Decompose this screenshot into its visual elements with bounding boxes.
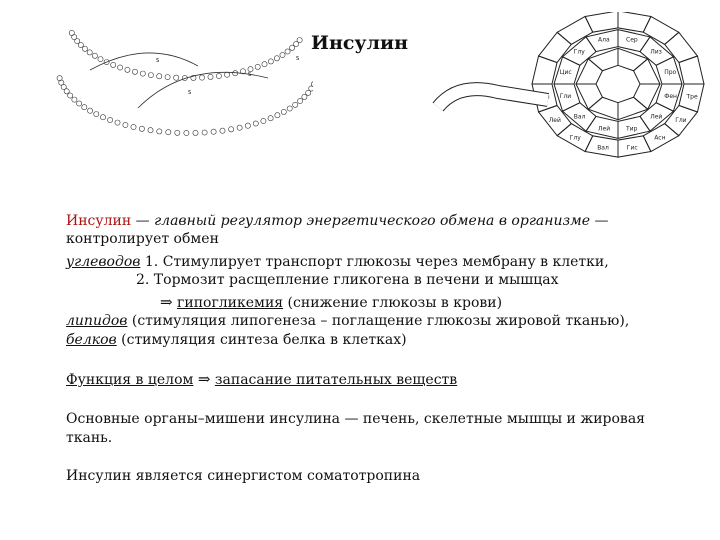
chain-bead (255, 64, 260, 69)
disulfide-label: S (156, 58, 160, 64)
carbohydrates-text: 1. Стимулирует транспорт глюкозы через мембрану в клетки, (140, 254, 609, 270)
chain-bead (98, 57, 103, 62)
chain-bead (118, 65, 123, 70)
chain-bead (64, 89, 69, 94)
residue-label: Асн (654, 134, 666, 142)
chain-bead (82, 46, 87, 51)
chain-bead (262, 62, 267, 67)
chain-bead (229, 127, 234, 132)
chain-bead (148, 73, 153, 78)
chain-bead (123, 122, 128, 127)
residue-label: Лей (598, 125, 611, 133)
chain-bead (193, 130, 198, 135)
controls-line: контролирует обмен (66, 231, 219, 247)
spiral-cell (588, 48, 618, 70)
spiral-cell (634, 84, 660, 109)
chain-bead (298, 98, 303, 103)
chain-bead (261, 118, 266, 123)
right-arrow-icon: ⇒ (160, 293, 173, 311)
spiral-cell (588, 97, 618, 119)
residue-label: Гли (675, 116, 687, 124)
chain-bead (166, 130, 171, 135)
chain-bead (199, 75, 204, 80)
residue-label: Сер (626, 36, 638, 44)
hypoglycemia-term: гипогликемия (177, 295, 284, 311)
chain-bead (87, 50, 92, 55)
spiral-cell (618, 48, 648, 70)
chain-bead (237, 125, 242, 130)
insulin-term: Инсулин (66, 213, 132, 229)
spiral-cell (618, 97, 648, 119)
intro-line (66, 212, 608, 230)
target-organs-line: Основные органы–мишени инсулина — печень, скелетные мышцы и жировая (66, 411, 645, 427)
chain-bead (211, 129, 216, 134)
chain-bead (157, 129, 162, 134)
carbohydrates-line (66, 253, 609, 271)
chain-bead (290, 45, 295, 50)
residue-label: Тре (686, 93, 698, 101)
chain-bead (175, 130, 180, 135)
spiral-cell (576, 84, 602, 109)
residue-label: Глу (569, 134, 581, 142)
chain-bead (297, 38, 302, 43)
lipids-line (66, 312, 629, 330)
spiral-cell (634, 59, 660, 84)
chain-bead (100, 115, 105, 120)
proteins-term: белков (66, 332, 117, 348)
residue-label: Фен (664, 92, 677, 100)
chain-bead (268, 116, 273, 121)
carbohydrates-term: углеводов (66, 254, 141, 270)
target-organs-line-2: ткань. (66, 430, 113, 446)
chain-bead (111, 62, 116, 67)
residue-label: Гис (626, 144, 638, 152)
residue-label: Вал (597, 144, 609, 152)
chain-bead (268, 59, 273, 64)
chain-bead (140, 71, 145, 76)
chain-bead (253, 121, 258, 126)
hypoglycemia-line (160, 293, 502, 312)
chain-bead (82, 105, 87, 110)
residue-label: Лей (650, 113, 663, 121)
lipids-term: липидов (66, 313, 128, 329)
chain-bead (115, 120, 120, 125)
chain-bead (216, 73, 221, 78)
chain-bead (293, 102, 298, 107)
spiral-cell (539, 32, 572, 62)
chain-bead (184, 130, 189, 135)
residue-label: Тир (626, 125, 638, 133)
glycogen-line: 2. Тормозит расщепление гликогена в печени и мышцах (136, 272, 559, 288)
insulin-spiral-figure (428, 12, 708, 162)
residue-label: Лиз (650, 48, 662, 56)
chain-bead (285, 49, 290, 54)
synergist-line: Инсулин является синергистом соматотропина (66, 468, 421, 484)
chain-bead (157, 74, 162, 79)
chain-bead (287, 106, 292, 111)
spiral-cell (585, 12, 618, 32)
chain-bead (131, 124, 136, 129)
disulfide-label: S (188, 90, 192, 96)
spiral-cell (618, 12, 651, 32)
chain-bead (165, 75, 170, 80)
chain-bead (245, 123, 250, 128)
residue-label: Лей (537, 93, 550, 101)
residue-label: Вал (573, 113, 586, 121)
disulfide-label: S (248, 72, 252, 78)
disulfide-label: S (296, 56, 300, 62)
proteins-line (66, 331, 407, 349)
chain-bead (220, 128, 225, 133)
residue-label: Гли (559, 92, 572, 100)
chain-bead (280, 52, 285, 57)
proteins-text: (стимуляция синтеза белка в клетках) (116, 332, 407, 348)
chain-bead (208, 74, 213, 79)
chain-bead (274, 56, 279, 61)
residue-label: Про (664, 69, 677, 77)
chain-bead (148, 128, 153, 133)
chain-bead (275, 113, 280, 118)
chain-bead (77, 101, 82, 106)
residue-label: Ала (598, 36, 610, 44)
chain-bead (92, 53, 97, 58)
lipids-text: (стимуляция липогенеза – поглащение глюкозы жировой тканью), (127, 313, 630, 329)
chain-bead (78, 42, 83, 47)
insulin-chain-figure (38, 18, 313, 158)
residue-label: Лей (548, 116, 561, 124)
hypoglycemia-text: (снижение глюкозы в крови) (283, 295, 503, 311)
function-label: Функция в целом (66, 372, 194, 388)
residue-label: Цис (559, 69, 572, 77)
chain-bead (233, 71, 238, 76)
chain-bead (68, 93, 73, 98)
chain-bead (139, 126, 144, 131)
function-line (66, 370, 457, 389)
chain-bead (125, 67, 130, 72)
chain-bead (309, 86, 313, 91)
spiral-cell (679, 56, 704, 84)
function-value: запасание питательных веществ (214, 372, 458, 388)
chain-bead (94, 112, 99, 117)
chain-bead (132, 69, 137, 74)
chain-bead (174, 75, 179, 80)
residue-label: Глу (573, 48, 585, 56)
spiral-cell (532, 56, 557, 84)
chain-bead (72, 97, 77, 102)
chain-bead (281, 109, 286, 114)
spiral-cell (643, 16, 679, 44)
right-arrow-icon: ⇒ (197, 370, 211, 388)
slide-title: Инсулин (311, 32, 408, 54)
spiral-cell (576, 59, 602, 84)
chain-bead (88, 108, 93, 113)
chain-bead (202, 130, 207, 135)
chain-bead (108, 117, 113, 122)
chain-bead (302, 94, 307, 99)
chain-bead (225, 72, 230, 77)
intro-text: — главный регулятор энергетического обмена в организме — (131, 213, 609, 229)
